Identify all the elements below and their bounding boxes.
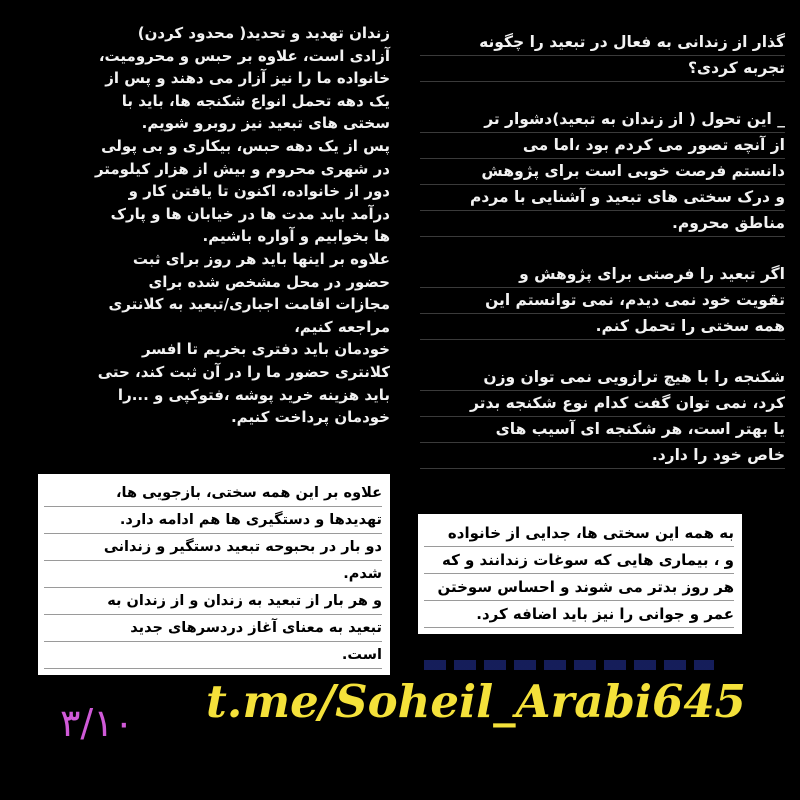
- text-line: باید هزینه خرید پوشه ،فتوکپی و ...را: [117, 385, 390, 404]
- spacer: [420, 340, 785, 365]
- text-line: درآمد باید مدت ها در خیابان ها و پارک: [110, 204, 390, 223]
- text-line: ها بخوابیم و آواره باشیم.: [202, 227, 390, 246]
- left-top-text-block: [38, 22, 390, 429]
- interview-question: [420, 30, 785, 82]
- spacer: [420, 82, 785, 107]
- text-line: مجازات اقامت اجباری/تبعید به کلانتری: [108, 295, 390, 314]
- text-line: هر روز بدتر می شوند و احساس سوختن: [424, 574, 734, 601]
- text-line: دو بار در بحبوحه تبعید دستگیر و زندانی: [44, 534, 382, 561]
- text-line: خودمان پرداخت کنیم.: [230, 408, 390, 427]
- text-line: خاص خود را دارد.: [420, 443, 785, 469]
- text-line: کلانتری حضور ما را در آن ثبت کند، حتی: [97, 362, 390, 381]
- text-line: پس از یک دهه حبس، بیکاری و بی پولی: [101, 136, 390, 155]
- text-line: کرد، نمی توان گفت کدام نوع شکنجه بدتر: [420, 391, 785, 417]
- text-line: خانواده ما را نیز آزار می دهند و پس از: [105, 69, 390, 88]
- telegram-link[interactable]: t.me/Soheil_Arabi645: [206, 675, 746, 728]
- text-line: دور از خانواده، اکنون تا یافتن کار و: [128, 182, 390, 201]
- text-line: یک دهه تحمل انواع شکنجه ها، باید با: [121, 91, 390, 110]
- text-line: علاوه بر این همه سختی، بازجویی ها،: [44, 480, 382, 507]
- text-line: تجربه کردی؟: [420, 56, 785, 82]
- text-line: خودمان باید دفتری بخریم تا افسر: [141, 340, 390, 359]
- text-line: عمر و جوانی را نیز باید اضافه کرد.: [424, 601, 734, 628]
- text-line: مراجعه کنیم،: [294, 317, 390, 336]
- text-line: زندان تهدید و تحدید( محدود کردن): [137, 24, 390, 42]
- text-line: در شهری محروم و بیش از هزار کیلومتر: [94, 159, 390, 178]
- text-line: سختی های تبعید نیز روبرو شویم.: [141, 114, 390, 133]
- text-line: از آنچه تصور می کردم بود ،اما می: [420, 133, 785, 159]
- spacer: [420, 237, 785, 262]
- text-line: گذار از زندانی به فعال در تبعید را چگونه: [420, 30, 785, 56]
- text-line: و درک سختی های تبعید و آشنایی با مردم: [420, 185, 785, 211]
- answer-paragraph-2: [420, 262, 785, 340]
- text-line: تهدیدها و دستگیری ها هم ادامه دارد.: [44, 507, 382, 534]
- text-line: دانستم فرصت خوبی است برای پژوهش: [420, 159, 785, 185]
- answer-paragraph-3: [420, 365, 785, 469]
- decorative-stripe: [424, 660, 714, 670]
- text-line: است.: [44, 642, 382, 669]
- text-line: حضور در محل مشخص شده برای: [148, 272, 390, 291]
- text-line: همه سختی را تحمل کنم.: [420, 314, 785, 340]
- text-line: مناطق محروم.: [420, 211, 785, 237]
- page-number: ۳/۱۰: [60, 701, 135, 745]
- text-line: و هر بار از تبعید به زندان و از زندان به: [44, 588, 382, 615]
- text-line: تقویت خود نمی دیدم، نمی توانستم این: [420, 288, 785, 314]
- text-line: اگر تبعید را فرصتی برای پژوهش و: [420, 262, 785, 288]
- text-line: یا بهتر است، هر شکنجه ای آسیب های: [420, 417, 785, 443]
- right-white-note: [418, 514, 742, 634]
- text-line: آزادی است، علاوه بر حبس و محرومیت،: [98, 46, 390, 65]
- text-line: _ این تحول ( از زندان به تبعید)دشوار تر: [420, 107, 785, 133]
- left-white-note: [38, 474, 390, 675]
- right-top-text-block: [420, 30, 785, 469]
- text-line: به همه این سختی ها، جدایی از خانواده: [424, 520, 734, 547]
- text-line: شدم.: [44, 561, 382, 588]
- text-line: و ، بیماری هایی که سوغات زندانند و که: [424, 547, 734, 574]
- answer-paragraph-1: [420, 107, 785, 237]
- text-line: تبعید به معنای آغاز دردسرهای جدید: [44, 615, 382, 642]
- text-line: شکنجه را با هیچ ترازویی نمی توان وزن: [420, 365, 785, 391]
- text-line: علاوه بر اینها باید هر روز برای ثبت: [132, 249, 390, 268]
